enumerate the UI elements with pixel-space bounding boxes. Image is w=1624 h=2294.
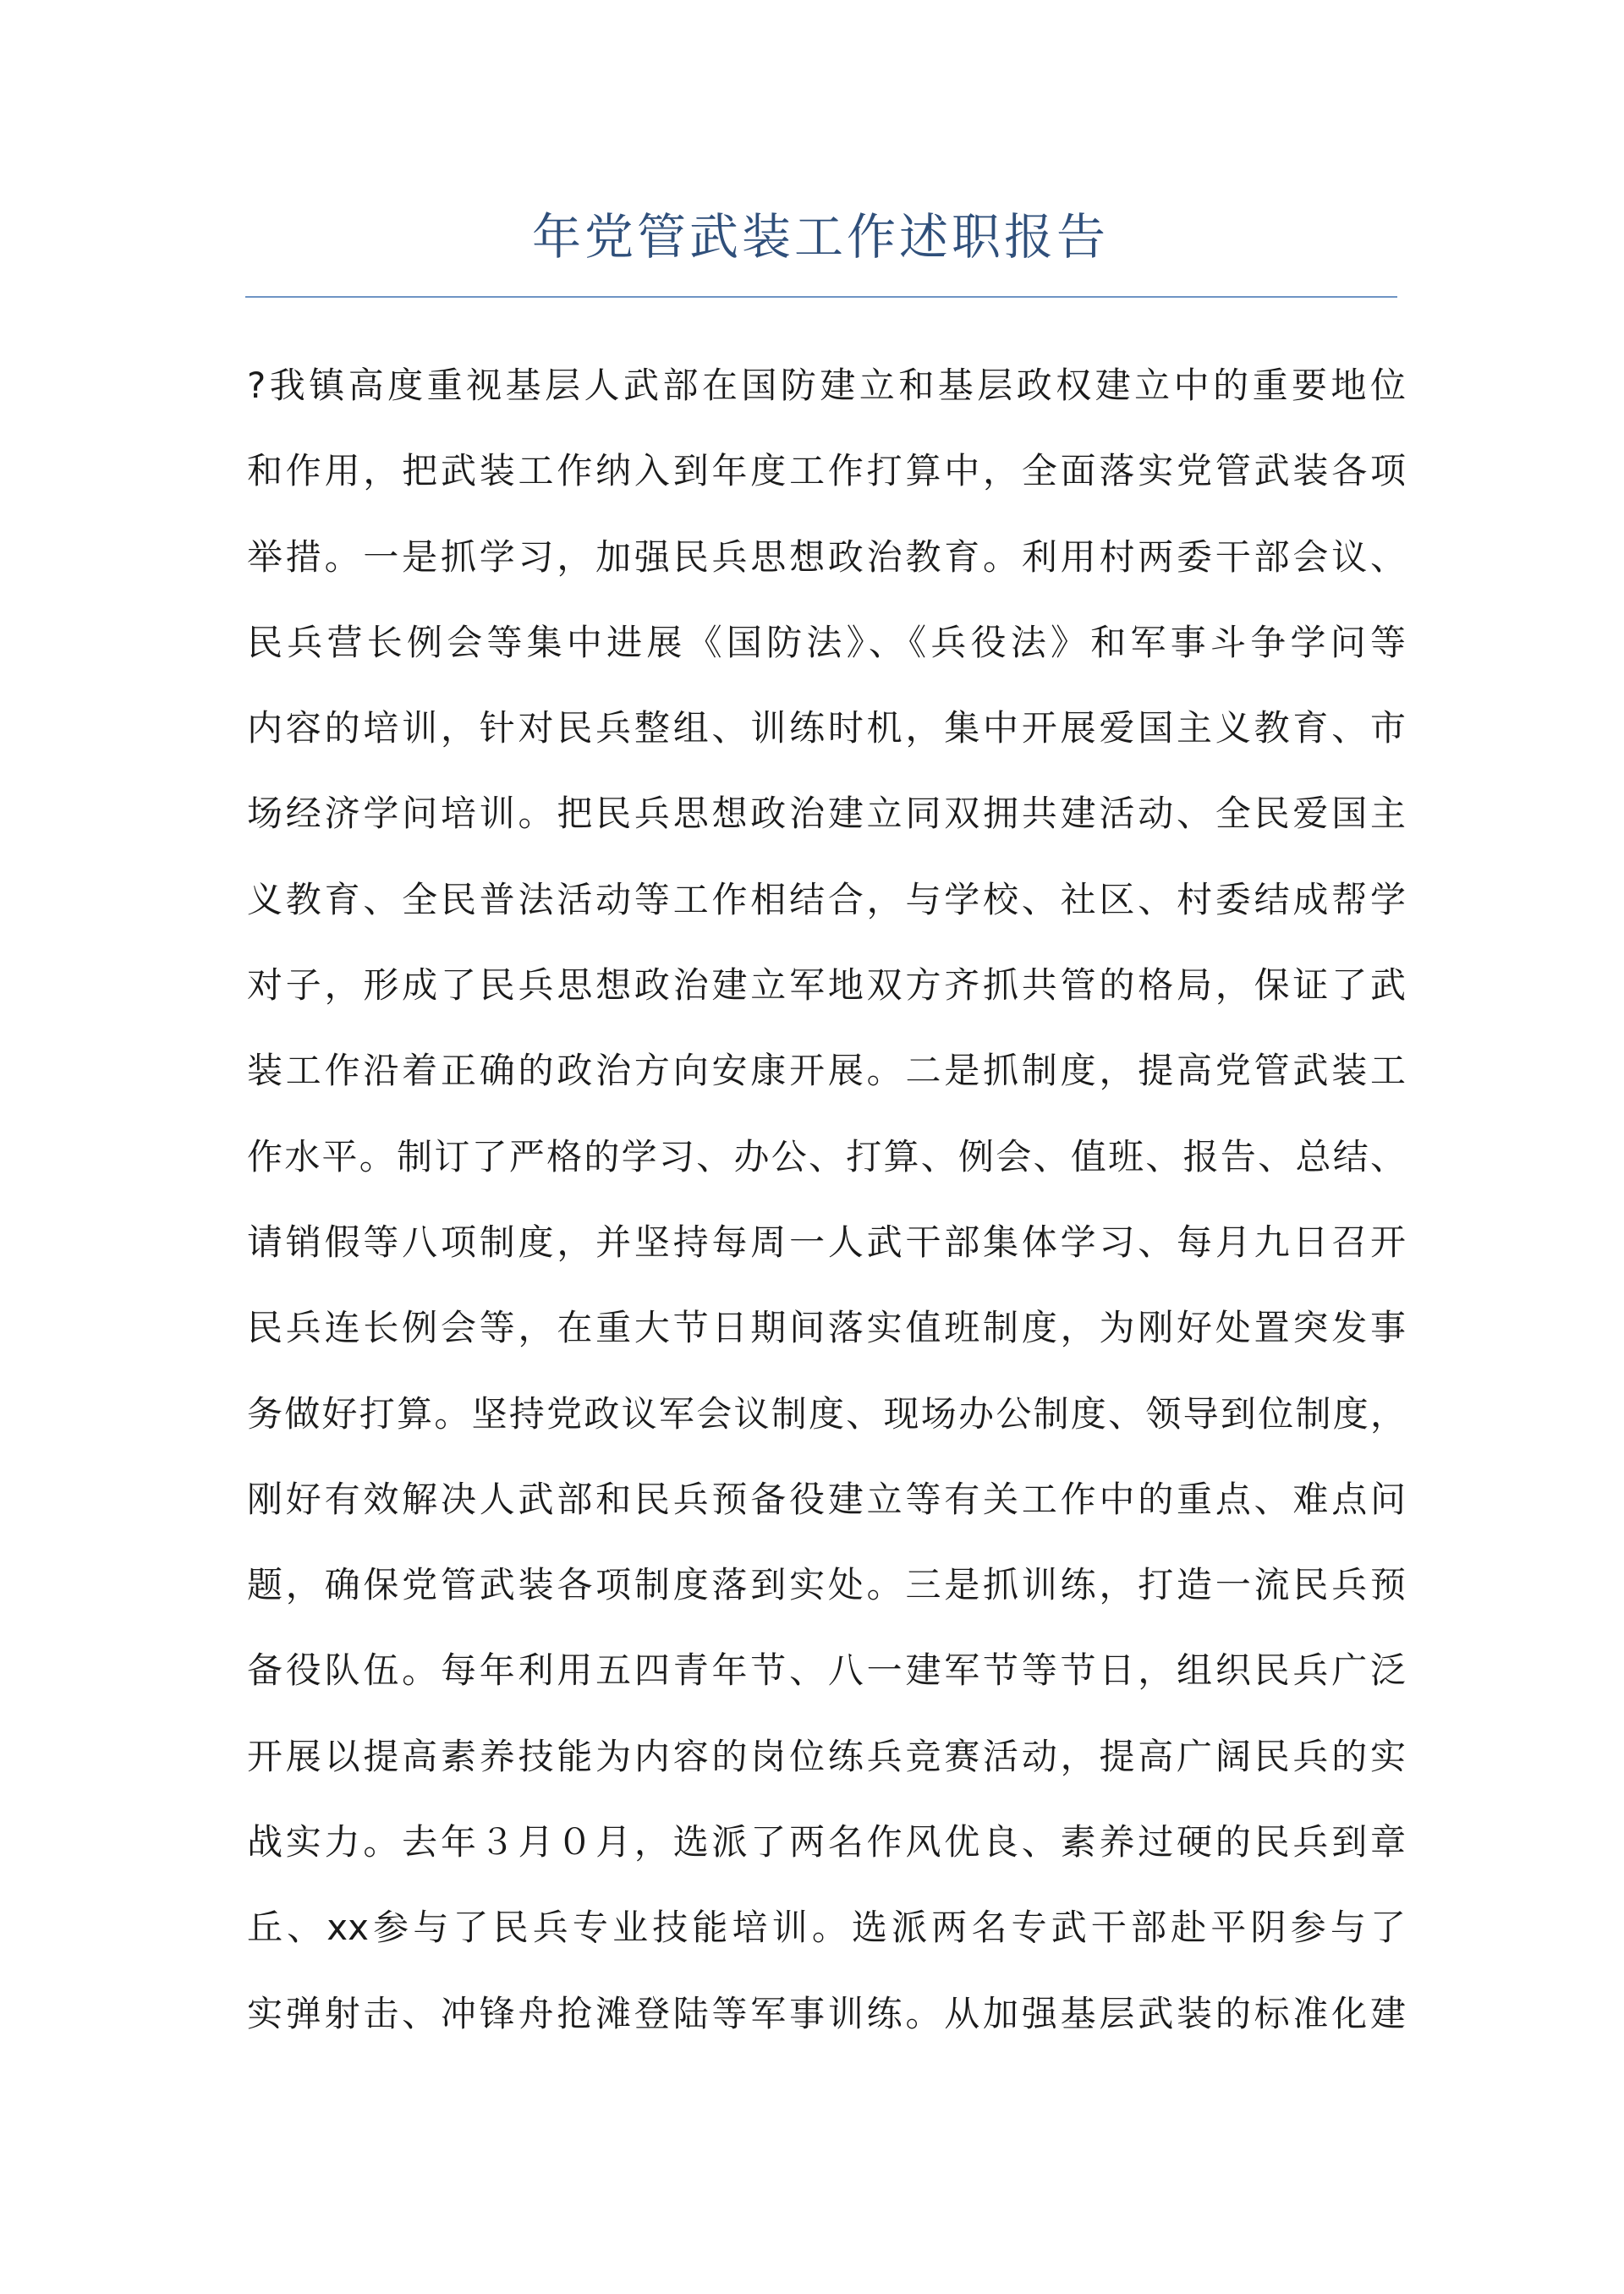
- body-line: 备役队伍。每年利用五四青年节、八一建军节等节日，组织民兵广泛: [247, 1649, 1406, 1692]
- title-divider: [245, 296, 1397, 298]
- body-line: 丘、xx参与了民兵专业技能培训。选派两名专武干部赴平阴参与了: [247, 1907, 1406, 1949]
- body-line: 举措。一是抓学习，加强民兵思想政治教育。利用村两委干部会议、: [247, 535, 1406, 578]
- body-line: 刚好有效解决人武部和民兵预备役建立等有关工作中的重点、难点问: [247, 1478, 1406, 1520]
- body-line: 实弹射击、冲锋舟抢滩登陆等军事训练。从加强基层武装的标准化建: [247, 1992, 1406, 2034]
- body-line: 民兵营长例会等集中进展《国防法》、《兵役法》和军事斗争学问等: [247, 621, 1406, 663]
- body-line: 民兵连长例会等，在重大节日期间落实值班制度，为刚好处置突发事: [247, 1307, 1406, 1349]
- body-line: 开展以提高素养技能为内容的岗位练兵竞赛活动，提高广阔民兵的实: [247, 1735, 1406, 1777]
- body-line: 装工作沿着正确的政治方向安康开展。二是抓制度，提高党管武装工: [247, 1050, 1406, 1092]
- body-line: 义教育、全民普法活动等工作相结合，与学校、社区、村委结成帮学: [247, 878, 1406, 920]
- body-line: 战实力。去年３月０月，选派了两名作风优良、素养过硬的民兵到章: [247, 1821, 1406, 1863]
- body-line: 和作用，把武装工作纳入到年度工作打算中，全面落实党管武装各项: [247, 450, 1406, 492]
- body-line: 题，确保党管武装各项制度落到实处。三是抓训练，打造一流民兵预: [247, 1564, 1406, 1606]
- body-line: ?我镇高度重视基层人武部在国防建立和基层政权建立中的重要地位: [247, 365, 1406, 406]
- body-line: 对子，形成了民兵思想政治建立军地双方齐抓共管的格局，保证了武: [247, 964, 1406, 1007]
- body-line: 场经济学问培训。把民兵思想政治建立同双拥共建活动、全民爱国主: [247, 793, 1406, 835]
- body-line: 请销假等八项制度，并坚持每周一人武干部集体学习、每月九日召开: [247, 1221, 1406, 1263]
- body-line: 务做好打算。坚持党政议军会议制度、现场办公制度、领导到位制度，: [247, 1392, 1406, 1435]
- body-line: 作水平。制订了严格的学习、办公、打算、例会、值班、报告、总结、: [247, 1135, 1406, 1177]
- document-title: 年党管武装工作述职报告: [531, 208, 1109, 266]
- body-line: 内容的培训，针对民兵整组、训练时机，集中开展爱国主义教育、市: [247, 707, 1406, 749]
- document-body: [247, 343, 1406, 2056]
